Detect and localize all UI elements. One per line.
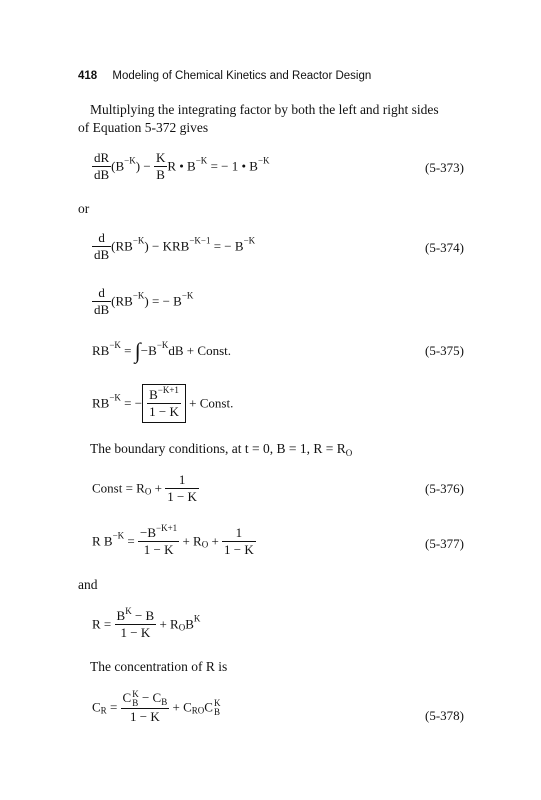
equation-5-375: $RB^{-K} = \int-B^{-K}dB$ + Const.	[92, 338, 231, 363]
fraction-1-over-1-K: $\frac{1}{1 - K}$	[167, 472, 197, 504]
fraction-d-dB-2: $\frac{d}{dB}$	[94, 285, 110, 317]
fraction-dR-dB: $\frac{dR}{dB}$	[94, 150, 110, 182]
equation-5-375-integrated: $RB^{-K}$ = − $\frac{B^{-K+1}}{1 - K}$ + Const.	[92, 384, 233, 423]
equation-5-374-simplified: $\frac{d}{dB}$ $(RB^{-K})$ = − $B^{-K}$	[94, 285, 194, 317]
intro-line-1: Multiplying the integrating factor by both the left and right sides	[90, 102, 439, 117]
bracket-group	[142, 384, 186, 423]
equation-R: R = $\frac{B^K - B}{1 - K}$ + $R_OB^K$	[92, 606, 201, 640]
page-number: 418	[78, 70, 98, 82]
connector-and: and	[78, 577, 98, 592]
equation-number-5-376: (5-376)	[425, 481, 464, 496]
equation-5-376: Const = $R_O$ + $\frac{1}{1 - K}$	[92, 472, 197, 504]
intro-line-2: of Equation 5-372 gives	[78, 120, 209, 135]
fraction-bracket: $\frac{B^{-K+1}}{1 - K}$	[149, 385, 179, 419]
boundary-conditions: The boundary conditions, at t = 0, B = 1, $R = R_O$	[90, 441, 353, 458]
equation-5-377: R $B^{-K}$ = $\frac{-B^{-K+1}}{1 - K}$ + $R_O$ + $\frac{1}{1 - K}$	[92, 523, 254, 557]
fraction-BK-minus-B: $\frac{B^K - B}{1 - K}$	[116, 606, 155, 640]
fraction-d-dB: $\frac{d}{dB}$	[94, 230, 110, 262]
equation-number-5-374: (5-374)	[425, 240, 464, 255]
equation-number-5-375: (5-375)	[425, 343, 464, 358]
equation-5-378: $C_R$ = C K B − $C_B$ 1 − K + $C_{RO}C$ K B	[92, 689, 221, 725]
equation-5-373: $\frac{dR}{dB}$ $(B^{-K})$ − $\frac{K}{B}$ R • $B^{-K}$ = − 1 • $B^{-K}$	[94, 150, 270, 182]
integral-sign: ∫	[134, 338, 141, 363]
book-title: Modeling of Chemical Kinetics and Reactor Design	[112, 70, 372, 82]
connector-or: or	[78, 201, 90, 216]
equation-number-5-373: (5-373)	[425, 160, 464, 175]
equation-number-5-377: (5-377)	[425, 536, 464, 551]
concentration-text: The concentration of R is	[90, 659, 228, 674]
fraction-K-B: $\frac{K}{B}$	[155, 150, 166, 182]
fraction-minus-B: $\frac{-B^{-K+1}}{1 - K}$	[140, 523, 178, 557]
fraction-1-over-1-K-2: $\frac{1}{1 - K}$	[224, 525, 254, 557]
equation-number-5-378: (5-378)	[425, 708, 464, 723]
running-header	[78, 70, 371, 82]
fraction-CB: C K B − $C_B$ 1 − K	[122, 689, 168, 725]
equation-5-374: $\frac{d}{dB}$ $(RB^{-K}) - KRB^{-K-1}$ = − $B^{-K}$	[94, 230, 256, 262]
